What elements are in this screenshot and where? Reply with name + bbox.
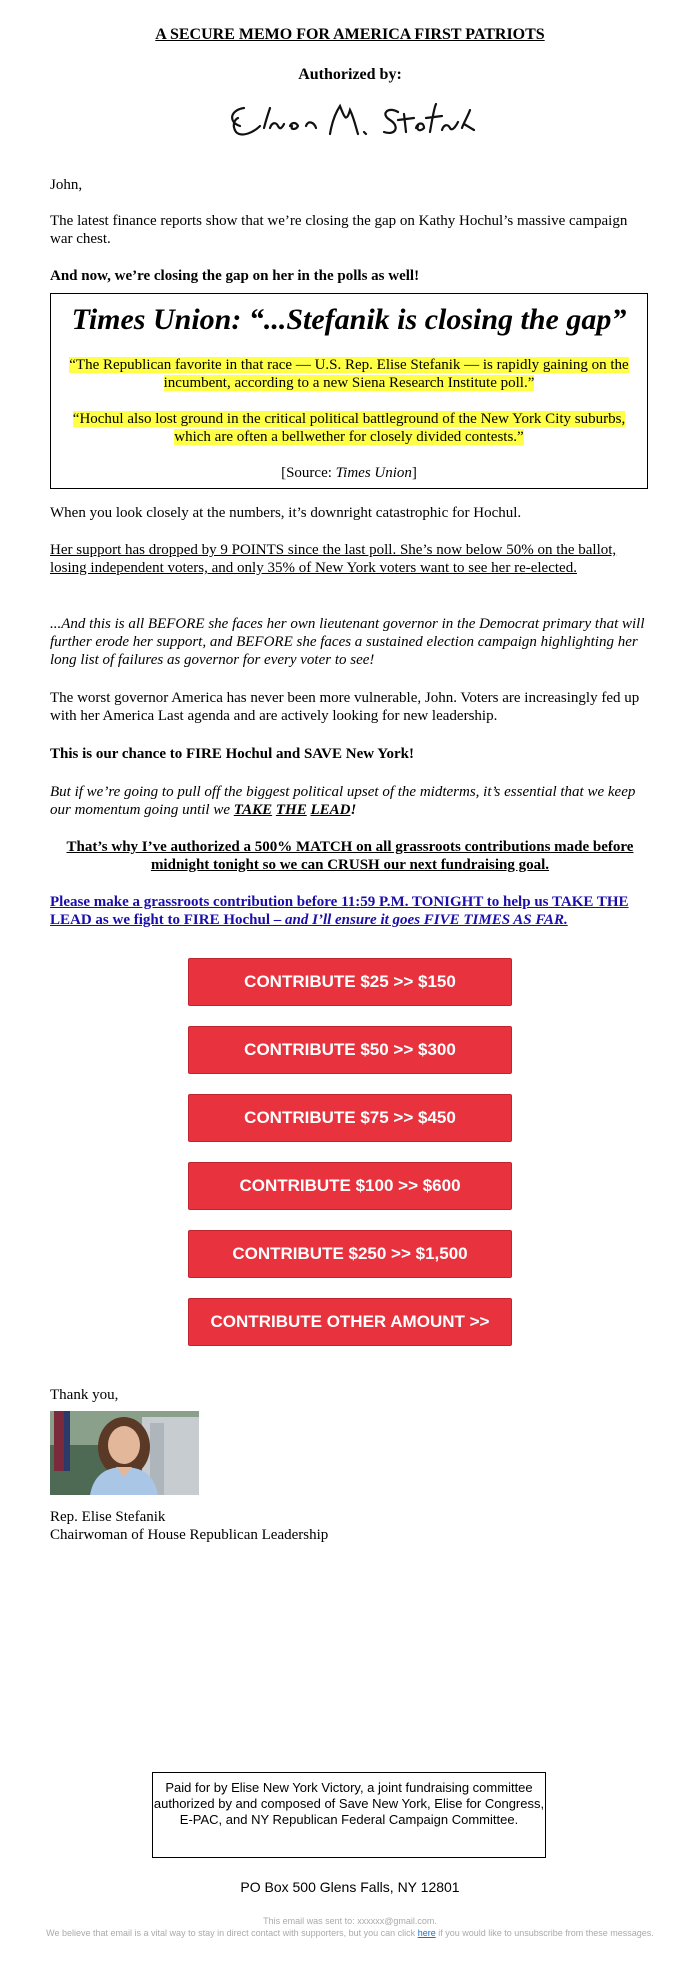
signoff-name: Rep. Elise Stefanik	[50, 1509, 166, 1525]
before-line: ...And this is all BEFORE she faces her own lieutenant governor in the Democrat primary that will further erode her support, and BEFORE she faces a sustained election campaign highlighting her long list of failures as governor for every voter to see!	[50, 616, 645, 668]
signature-icon	[220, 92, 480, 148]
cta-link[interactable]: Please make a grassroots contribution before 11:59 P.M. TONIGHT to help us TAKE THE LEAD as we fight to FIRE Hochul – and I’ll ensure it goes FIVE TIMES AS FAR.	[50, 894, 629, 928]
intro-paragraph: The latest finance reports show that we’re closing the gap on Kathy Hochul’s massive campaign war chest.	[50, 213, 628, 247]
quote-source: [Source: Times Union]	[281, 465, 417, 481]
quote-box	[50, 293, 648, 489]
worst-line: The worst governor America has never been more vulnerable, John. Voters are increasingly fed up with her America Last agenda and are actively looking for new leadership.	[50, 690, 640, 724]
contribute-250-button[interactable]: CONTRIBUTE $250 >> $1,500	[188, 1230, 512, 1278]
match-line: That’s why I’ve authorized a 500% MATCH on all grassroots contributions made before midnight tonight so we can CRUSH our next fundraising goal.	[66, 839, 634, 873]
portrait-photo	[50, 1411, 199, 1495]
portrait-icon	[50, 1411, 199, 1495]
thanks-line: Thank you,	[50, 1387, 119, 1403]
signoff-role: Chairwoman of House Republican Leadership	[50, 1527, 329, 1543]
source-name: Times Union	[335, 465, 412, 481]
contribute-75-button[interactable]: CONTRIBUTE $75 >> $450	[188, 1094, 512, 1142]
contribute-25-button[interactable]: CONTRIBUTE $25 >> $150	[188, 958, 512, 1006]
quote-1-text: “The Republican favorite in that race — U.S. Rep. Elise Stefanik — is rapidly gaining on the incumbent, according to a new Siena Research Institute poll.”	[69, 357, 629, 391]
contribute-50-button[interactable]: CONTRIBUTE $50 >> $300	[188, 1026, 512, 1074]
quote-2	[53, 410, 645, 446]
numbers-line: When you look closely at the numbers, it’s downright catastrophic for Hochul.	[50, 505, 522, 521]
signature-image	[220, 92, 480, 148]
quote-headline: Times Union: “...Stefanik is closing the gap”	[71, 303, 627, 336]
quote-1	[53, 356, 645, 392]
polls-line: And now, we’re closing the gap on her in the polls as well!	[50, 268, 420, 284]
contribute-other-button[interactable]: CONTRIBUTE OTHER AMOUNT >>	[188, 1298, 512, 1346]
paid-for-box: Paid for by Elise New York Victory, a joint fundraising committee authorized by and composed of Save New York, Elise for Congress, E-PAC, and NY Republican Federal Campaign Committee.	[152, 1772, 546, 1858]
mailing-address: PO Box 500 Glens Falls, NY 12801	[240, 1879, 460, 1895]
unsubscribe-link[interactable]: here	[417, 1928, 436, 1938]
contribute-100-button[interactable]: CONTRIBUTE $100 >> $600	[188, 1162, 512, 1210]
greeting: John,	[50, 177, 83, 193]
memo-title: A SECURE MEMO FOR AMERICA FIRST PATRIOTS	[155, 26, 545, 43]
upset-line: But if we’re going to pull off the biggest political upset of the midterms, it’s essential that we keep our momentum going until we TAKE THE LEAD!	[50, 784, 636, 818]
support-line: Her support has dropped by 9 POINTS since the last poll. She’s now below 50% on the ballot, losing independent voters, and only 35% of New York voters want to see her re-elected.	[50, 542, 617, 576]
quote-2-text: “Hochul also lost ground in the critical political battleground of the New York City suburbs, which are often a bellwether for closely divided contests.”	[72, 411, 626, 445]
unsubscribe-notice: We believe that email is a vital way to stay in direct contact with supporters, but you can click here if you would like to unsubscribe from these messages.	[46, 1928, 654, 1938]
fire-line: This is our chance to FIRE Hochul and SAVE New York!	[50, 746, 414, 762]
sent-to-notice: This email was sent to: xxxxxx@gmail.com.	[263, 1916, 437, 1926]
authorized-by-label: Authorized by:	[298, 66, 402, 83]
